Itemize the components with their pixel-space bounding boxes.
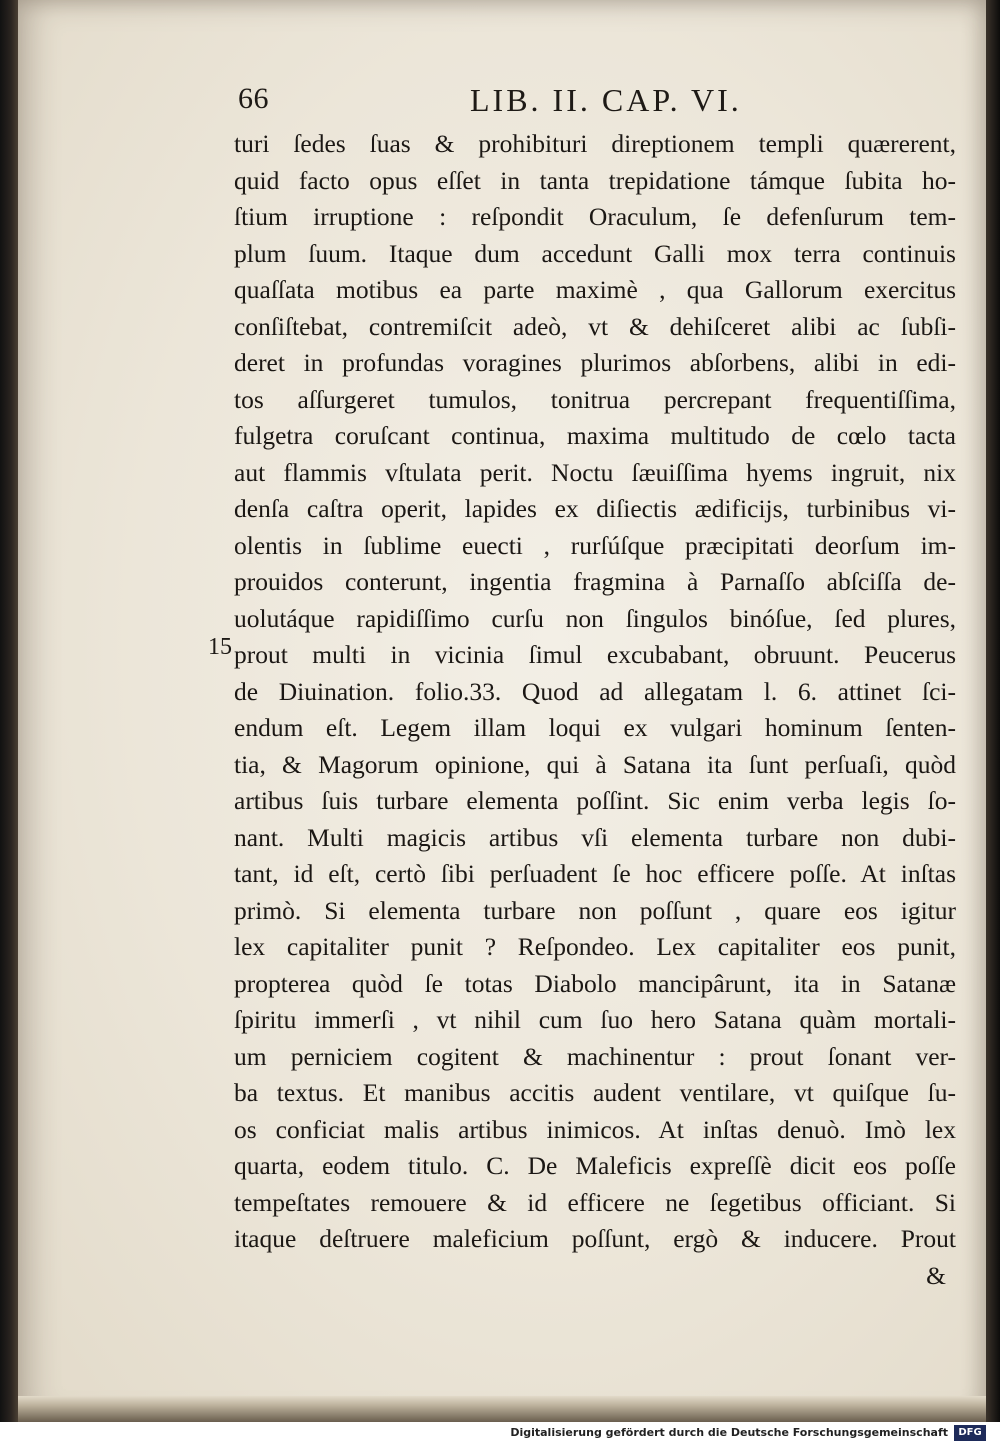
text-line: tempeſtates remouere & id efficere ne ſegetibus officiant. Si bbox=[234, 1187, 956, 1217]
funding-notice: Digitalisierung gefördert durch die Deutsche Forschungsgemeinschaft bbox=[510, 1426, 948, 1439]
text-line: ſpiritu immerſi , vt nihil cum ſuo hero Satana quàm mortali- bbox=[234, 1005, 956, 1034]
text-line: tant, id eſt, certò ſibi perſuadent ſe hoc efficere poſſe. At inſtas bbox=[234, 859, 956, 888]
text-line: tos aſſurgeret tumulos, tonitrua percrepant frequentiſſima, bbox=[234, 384, 956, 414]
text-line: de Diuination. folio.33. Quod ad allegatam l. 6. attinet ſci- bbox=[234, 676, 956, 706]
text-line: tia, & Magorum opinione, qui à Satana ita ſunt perſuaſi, quòd bbox=[234, 749, 956, 779]
text-line: ſtium irruptione : reſpondit Oraculum, ſe defenſurum tem- bbox=[234, 202, 956, 231]
text-line: itaque deſtruere maleficium poſſunt, ergò & inducere. Prout bbox=[234, 1224, 956, 1253]
margin-note: 15 bbox=[208, 634, 232, 660]
text-line: prout multi in vicinia ſimul excubabant, obruunt. Peucerus bbox=[234, 640, 956, 669]
text-line: artibus ſuis turbare elementa poſſint. Sic enim verba legis ſo- bbox=[234, 786, 956, 815]
text-line: aut flammis vſtulata perit. Noctu ſæuiſſima hyems ingruit, nix bbox=[234, 457, 956, 487]
running-head: LIB. II. CAP. VI. bbox=[470, 82, 742, 118]
text-line: primò. Si elementa turbare non poſſunt , quare eos igitur bbox=[234, 895, 956, 925]
scan-edge-right bbox=[986, 0, 1000, 1422]
page-bottom-edge bbox=[18, 1396, 986, 1422]
dfg-logo-icon: DFG bbox=[954, 1425, 986, 1441]
scan-edge-left bbox=[0, 0, 18, 1422]
text-line: nant. Multi magicis artibus vſi elementa turbare non dubi- bbox=[234, 822, 956, 852]
catchword: & bbox=[926, 1260, 946, 1290]
page-number: 66 bbox=[238, 82, 269, 115]
text-line: os conficiat malis artibus inimicos. At inſtas denuò. Imò lex bbox=[234, 1114, 956, 1144]
text-line: quid facto opus eſſet in tanta trepidatione támque ſubita ho- bbox=[234, 165, 956, 195]
text-line: endum eſt. Legem illam loqui ex vulgari hominum ſenten- bbox=[234, 713, 956, 742]
text-line: turi ſedes ſuas & prohibituri direptionem templi quærerent, bbox=[234, 129, 956, 158]
text-line: plum ſuum. Itaque dum accedunt Galli mox terra continuis bbox=[234, 238, 956, 268]
text-line: ba textus. Et manibus accitis audent ventilare, vt quiſque ſu- bbox=[234, 1078, 956, 1107]
text-line: olentis in ſublime euecti , rurſúſque præcipitati deorſum im- bbox=[234, 530, 956, 560]
text-line: denſa caſtra operit, lapides ex diſiectis ædificijs, turbinibus vi- bbox=[234, 494, 956, 523]
text-line: propterea quòd ſe totas Diabolo mancipârunt, ita in Satanæ bbox=[234, 968, 956, 998]
footer-bar bbox=[0, 1422, 1000, 1445]
text-line: fulgetra coruſcant continua, maxima multitudo de cœlo tacta bbox=[234, 421, 956, 450]
text-line: um perniciem cogitent & machinentur : prout ſonant ver- bbox=[234, 1041, 956, 1071]
text-line: quaſſata motibus ea parte maximè , qua Gallorum exercitus bbox=[234, 275, 956, 304]
text-line: lex capitaliter punit ? Reſpondeo. Lex capitaliter eos punit, bbox=[234, 932, 956, 961]
text-line: quarta, eodem titulo. C. De Maleficis expreſſè dicit eos poſſe bbox=[234, 1151, 956, 1180]
text-line: deret in profundas voragines plurimos abſorbens, alibi in edi- bbox=[234, 348, 956, 377]
text-line: prouidos conterunt, ingentia fragmina à Parnaſſo abſciſſa de- bbox=[234, 567, 956, 596]
body-text bbox=[234, 126, 956, 1294]
text-line: uolutáque rapidiſſimo curſu non ſingulos binóſue, ſed plures, bbox=[234, 603, 956, 633]
text-line: conſiſtebat, contremiſcit adeò, vt & dehiſceret alibi ac ſubſi- bbox=[234, 311, 956, 341]
